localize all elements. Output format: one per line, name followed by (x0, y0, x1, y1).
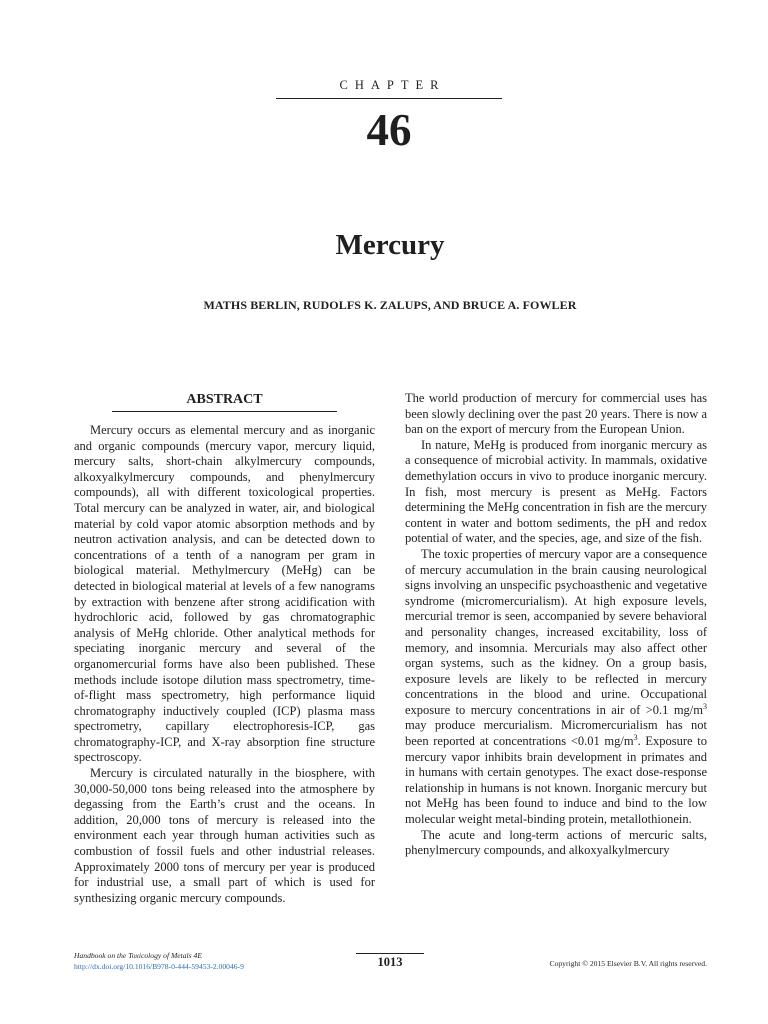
body-paragraph (405, 547, 707, 828)
doi-link[interactable]: http://dx.doi.org/10.1016/B978-0-444-59453-2.00046-9 (74, 962, 244, 971)
book-title: Handbook on the Toxicology of Metals 4E (74, 951, 202, 960)
text-run: . Exposure to mercury vapor inhibits brain development in primates and in humans with certain genotypes. The exact dose-response relationship in humans is not known. Inorganic mercury but not MeHg has been found to induce and bind to the low molecular weight metal-binding protein, metallothionein. (405, 734, 707, 827)
copyright: Copyright © 2015 Elsevier B.V. All rights reserved. (549, 959, 707, 968)
chapter-number: 46 (366, 105, 412, 155)
chapter-rule (276, 98, 502, 99)
abstract-rule (112, 411, 337, 412)
right-column (405, 391, 707, 859)
authors: MATHS BERLIN, RUDOLFS K. ZALUPS, AND BRUCE A. FOWLER (203, 298, 577, 312)
footer-left (74, 950, 244, 972)
superscript: 3 (703, 701, 707, 711)
chapter-title: Mercury (335, 229, 445, 261)
superscript: 3 (633, 732, 638, 742)
abstract-paragraph: Mercury is circulated naturally in the biosphere, with 30,000-50,000 tons being released into the atmosphere by degassing from the Earth’s crust and the oceans. In addition, 20,000 tons of mercury is released into the environment each year through human activities such as combustion of fossil fuels and other industrial releases. Approximately 2000 tons of mercury per year is produced for industrial use, a small part of which is used for synthesizing organic mercury compounds. (74, 766, 375, 905)
abstract-paragraph: Mercury occurs as elemental mercury and as inorganic and organic compounds (mercury vapor, mercury liquid, mercury salts, short-chain alkylmercury compounds, alkoxyalkylmercury compounds, and phenylmercury compounds), all with different toxicological properties. Total mercury can be analyzed in water, air, and biological material by cold vapor atomic absorption methods and by neutron activation analysis, and can be detected down to concentrations of a tenth of a nanogram per gram in biological material. Methylmercury (MeHg) can be detected in biological material at levels of a few nanograms by extraction with benzene after strong acidification with hydrochloric acid, followed by gas chromatographic analysis of MeHg chloride. Other analytical methods for speciating inorganic mercury and several of the organomercurial forms have also been published. These methods include isotope dilution mass spectrometry, time-of-flight mass spectrometry, high performance liquid chromatography inductively coupled (ICP) plasma mass spectrometry, capillary electrophoresis-ICP, gas chromatography-ICP, and X-ray absorption fine structure spectroscopy. (74, 423, 375, 765)
text-run: The toxic properties of mercury vapor are a consequence of mercury accumulation in the brain causing neurological signs involving an unspecific psychoasthenic and vegetative syndrome (micromercurialism). At high exposure levels, mercurial tremor is seen, accompanied by severe behavioral and personality changes, increased excitability, loss of memory, and insomnia. Mercurials may also affect other organ systems, such as the kidney. On a group basis, exposure levels are likely to be reflected in mercury concentrations in the blood and urine. Occupational exposure to mercury concentrations in air of >0.1 mg/m (405, 546, 707, 717)
body-paragraph: The world production of mercury for commercial uses has been slowly declining over the past 20 years. There is now a ban on the export of mercury from the European Union. (405, 391, 707, 437)
chapter-label: CHAPTER (339, 78, 446, 92)
page-number-rule (356, 953, 424, 954)
page-number: 1013 (377, 955, 403, 969)
left-column (74, 423, 375, 906)
abstract-heading: ABSTRACT (186, 392, 263, 407)
body-paragraph: The acute and long-term actions of mercuric salts, phenylmercury compounds, and alkoxyalkylmercury (405, 827, 707, 858)
body-paragraph: In nature, MeHg is produced from inorganic mercury as a consequence of microbial activity. In mammals, oxidative demethylation occurs in vivo to produce inorganic mercury. In fish, most mercury is present as MeHg. Factors determining the MeHg concentration in fish are the mercury content in water and bottom sediments, the pH and redox potential of water, and the species, age, and size of the fish. (405, 437, 707, 546)
text-run: may produce mercurialism. Micromercurialism has not been reported at concentrations <0.01 mg/m (405, 718, 707, 749)
